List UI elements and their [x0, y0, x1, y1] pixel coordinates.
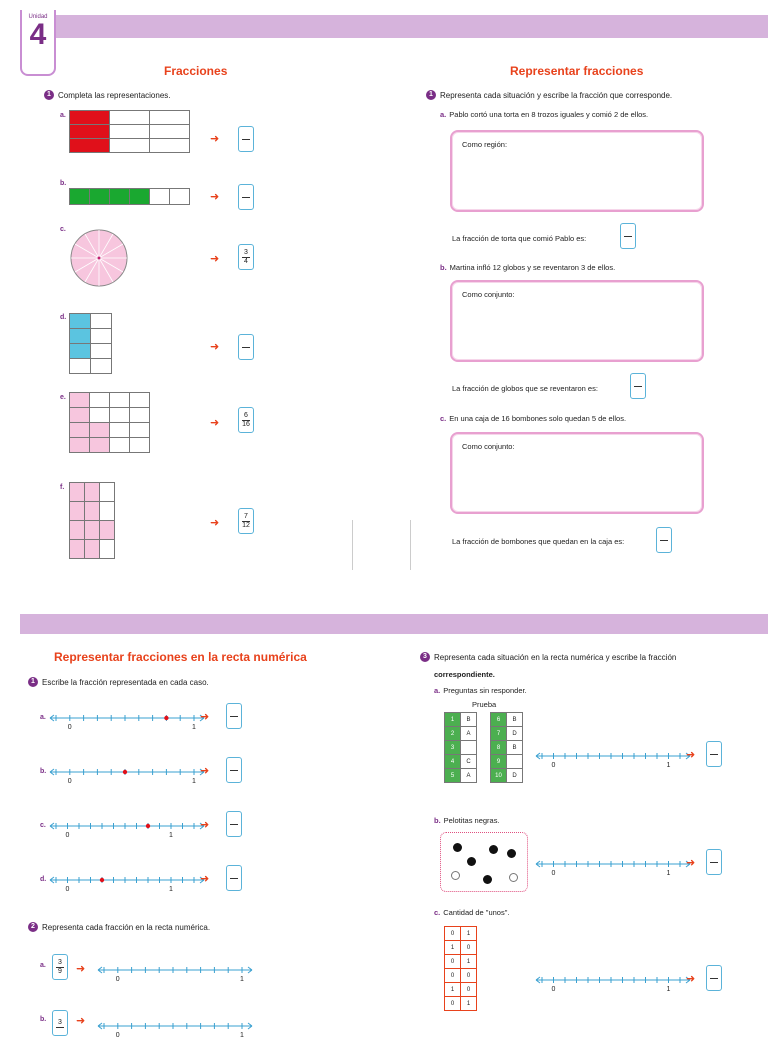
fraction-answer-box[interactable]	[226, 757, 242, 783]
situation-text: Cantidad de "unos".	[443, 908, 510, 917]
item-letter: b.	[40, 1016, 47, 1023]
numerator: 3	[244, 248, 248, 256]
item-letter: a.	[40, 962, 46, 969]
item-letter: f.	[60, 484, 65, 491]
question-text: Representa cada situación y escribe la fracción que corresponde.	[440, 90, 673, 100]
table-cell: 9	[491, 755, 507, 769]
answer-prompt-a: La fracción de torta que comió Pablo es:	[452, 234, 587, 243]
denominator: 12	[242, 521, 250, 529]
drawing-box-c[interactable]	[450, 432, 704, 514]
table-cell: 6	[491, 713, 507, 727]
test-table-left	[444, 712, 477, 783]
fraction-answer-box[interactable]	[238, 126, 254, 152]
box-label: Como conjunto:	[462, 442, 515, 451]
white-ball	[451, 871, 460, 880]
answer-prompt-c: La fracción de bombones que quedan en la caja es:	[452, 537, 625, 546]
situation-b	[434, 816, 500, 825]
tick-label: 1	[169, 886, 173, 893]
point-marker	[100, 878, 104, 882]
given-fraction-box	[52, 954, 68, 980]
table-cell: 1	[461, 955, 477, 969]
table-cell	[461, 741, 477, 755]
arrow-icon: ➜	[210, 341, 220, 353]
circle-c	[69, 228, 129, 288]
given-fraction-box	[52, 1010, 68, 1036]
situation-a	[434, 686, 527, 695]
number-line[interactable]	[534, 858, 694, 870]
tick-label: 1	[666, 986, 671, 993]
tick-label: 1	[240, 1032, 244, 1039]
drawing-box-b[interactable]	[450, 280, 704, 362]
arrow-icon: ➜	[200, 819, 210, 831]
unit-label: Unidad	[28, 14, 48, 20]
item-letter: a.	[440, 110, 447, 119]
representar-title: Representar fracciones	[510, 64, 644, 78]
arrow-icon: ➜	[200, 765, 210, 777]
table-cell: 10	[491, 769, 507, 783]
table-cell: 0	[445, 927, 461, 941]
unit-number: 4	[29, 18, 47, 51]
number-line[interactable]	[96, 1020, 256, 1032]
table-title: Prueba	[472, 700, 497, 709]
black-ball	[453, 843, 462, 852]
tick-label: 0	[551, 986, 556, 993]
question-number: 1	[28, 677, 38, 687]
black-ball	[489, 845, 498, 854]
box-label: Como región:	[462, 140, 508, 149]
tick-label: 0	[115, 976, 120, 983]
p4-question-3	[420, 652, 740, 662]
item-letter: c.	[434, 908, 441, 917]
situation-text: Martina infló 12 globos y se reventaron 3 de ellos.	[449, 263, 616, 272]
table-cell: 1	[445, 983, 461, 997]
section-band	[20, 614, 768, 634]
tick-label: 1	[192, 778, 196, 785]
denominator: 4	[244, 257, 248, 265]
table-cell: 0	[461, 983, 477, 997]
black-ball	[467, 857, 476, 866]
table-cell: 4	[445, 755, 461, 769]
table-cell: 0	[461, 941, 477, 955]
table-cell: 0	[445, 969, 461, 983]
table-cell: B	[507, 741, 523, 755]
grid-e	[69, 392, 150, 453]
situation-text: Pablo cortó una torta en 8 trozos iguales y comió 2 de ellos.	[449, 110, 649, 119]
table-cell: 7	[491, 727, 507, 741]
black-ball	[483, 875, 492, 884]
question-text: Escribe la fracción representada en cada caso.	[42, 677, 209, 687]
table-cell: D	[507, 727, 523, 741]
table-cell: 1	[445, 713, 461, 727]
question-text: Completa las representaciones.	[58, 90, 171, 100]
item-letter: c.	[40, 822, 46, 829]
numerator: 3	[58, 1018, 62, 1026]
tick-label: 1	[666, 762, 671, 769]
arrow-icon: ➜	[210, 417, 220, 429]
question-text: Representa cada fracción en la recta numérica.	[42, 922, 211, 932]
denominator: 9	[58, 967, 62, 975]
arrow-icon: ➜	[200, 711, 210, 723]
table-cell: B	[461, 713, 477, 727]
fraction-answer-box[interactable]	[238, 184, 254, 210]
recta-title: Representar fracciones en la recta numérica	[54, 650, 307, 664]
arrow-icon: ➜	[210, 133, 220, 145]
arrow-icon: ➜	[210, 253, 220, 265]
item-letter: d.	[60, 314, 67, 321]
p3-question-2	[28, 922, 210, 932]
test-table-right	[490, 712, 523, 783]
number-line[interactable]	[48, 820, 208, 832]
arrow-icon: ➜	[210, 191, 220, 203]
situation-c	[440, 414, 626, 423]
item-letter: b.	[440, 263, 447, 272]
fraction-answer-box[interactable]	[706, 741, 722, 767]
tick-label: 1	[240, 976, 244, 983]
fraction-answer-box[interactable]	[620, 223, 636, 249]
numerator: 6	[244, 411, 248, 419]
table-cell	[507, 755, 523, 769]
grid-a	[69, 110, 190, 153]
fraction-answer-box[interactable]	[656, 527, 672, 553]
arrow-icon: ➜	[210, 517, 220, 529]
number-line[interactable]	[48, 874, 208, 886]
question-text-continued: correspondiente.	[434, 670, 495, 679]
ones-table	[444, 926, 477, 1011]
question-text: Representa cada situación en la recta numérica y escribe la fracción	[434, 652, 677, 662]
situation-text: Pelotitas negras.	[443, 816, 500, 825]
item-letter: b.	[60, 180, 67, 187]
p2-question-1	[426, 90, 672, 100]
fraction-answer-box[interactable]	[238, 407, 254, 433]
table-cell: A	[461, 727, 477, 741]
situation-a	[440, 110, 648, 119]
numerator: 3	[58, 958, 62, 966]
table-cell: A	[461, 769, 477, 783]
fraction-answer-box[interactable]	[226, 811, 242, 837]
arrow-icon: ➜	[76, 963, 86, 975]
black-ball	[507, 849, 516, 858]
table-cell: 5	[445, 769, 461, 783]
tick-label: 1	[192, 724, 196, 731]
fraction-answer-box[interactable]	[630, 373, 646, 399]
item-letter: e.	[60, 394, 66, 401]
fraction-answer-box[interactable]	[238, 244, 254, 270]
drawing-box-a[interactable]	[450, 130, 704, 212]
number-line[interactable]	[534, 974, 694, 986]
margin-note	[352, 520, 353, 570]
question-number: 1	[44, 90, 54, 100]
question-number: 2	[28, 922, 38, 932]
item-letter: b.	[40, 768, 47, 775]
point-marker	[146, 824, 150, 828]
fraction-answer-box[interactable]	[238, 334, 254, 360]
table-cell: 1	[445, 941, 461, 955]
table-cell: 1	[461, 997, 477, 1011]
tick-label: 1	[169, 832, 173, 839]
item-letter: c.	[60, 226, 66, 233]
number-line[interactable]	[48, 766, 208, 778]
number-line[interactable]	[96, 964, 256, 976]
box-label: Como conjunto:	[462, 290, 515, 299]
table-cell: 3	[445, 741, 461, 755]
bar-b	[69, 188, 190, 205]
question-number: 1	[426, 90, 436, 100]
table-cell: D	[507, 769, 523, 783]
question-number: 3	[420, 652, 430, 662]
margin-note	[410, 520, 411, 570]
fraction-answer-box[interactable]	[706, 965, 722, 991]
item-letter: a.	[434, 686, 441, 695]
table-cell: 0	[445, 955, 461, 969]
answer-prompt-b: La fracción de globos que se reventaron es:	[452, 384, 598, 393]
header-band	[20, 15, 768, 38]
table-cell: 1	[461, 927, 477, 941]
point-marker	[123, 770, 127, 774]
tick-label: 0	[551, 870, 556, 877]
item-letter: a.	[60, 112, 66, 119]
arrow-icon: ➜	[76, 1015, 86, 1027]
denominator: 16	[242, 420, 250, 428]
fraction-answer-box[interactable]	[238, 508, 254, 534]
arrow-icon: ➜	[686, 857, 696, 869]
situation-c	[434, 908, 509, 917]
item-letter: a.	[40, 714, 46, 721]
unit-tab	[20, 10, 56, 76]
table-cell: B	[507, 713, 523, 727]
balls-box	[440, 832, 528, 892]
table-cell: 0	[461, 969, 477, 983]
white-ball	[509, 873, 518, 882]
grid-d	[69, 313, 112, 374]
tick-label: 0	[67, 724, 72, 731]
number-line[interactable]	[48, 712, 208, 724]
numerator: 7	[244, 512, 248, 520]
table-cell: 0	[445, 997, 461, 1011]
number-line[interactable]	[534, 750, 694, 762]
tick-label: 0	[551, 762, 556, 769]
item-letter: d.	[40, 876, 47, 883]
p1-question-1	[44, 90, 171, 100]
tick-label: 1	[666, 870, 671, 877]
situation-text: Preguntas sin responder.	[443, 686, 527, 695]
p3-question-1	[28, 677, 209, 687]
arrow-icon: ➜	[200, 873, 210, 885]
fraction-answer-box[interactable]	[706, 849, 722, 875]
tick-label: 0	[67, 778, 72, 785]
fraction-answer-box[interactable]	[226, 865, 242, 891]
tick-label: 0	[65, 832, 70, 839]
point-marker	[164, 716, 168, 720]
arrow-icon: ➜	[686, 749, 696, 761]
table-cell: 2	[445, 727, 461, 741]
grid-f	[69, 482, 115, 559]
item-letter: c.	[440, 414, 447, 423]
tick-label: 0	[65, 886, 70, 893]
situation-text: En una caja de 16 bombones solo quedan 5 de ellos.	[449, 414, 627, 423]
table-cell: C	[461, 755, 477, 769]
fracciones-title: Fracciones	[164, 64, 228, 78]
table-cell: 8	[491, 741, 507, 755]
situation-b	[440, 263, 615, 272]
tick-label: 0	[115, 1032, 120, 1039]
arrow-icon: ➜	[686, 973, 696, 985]
item-letter: b.	[434, 816, 441, 825]
fraction-answer-box[interactable]	[226, 703, 242, 729]
